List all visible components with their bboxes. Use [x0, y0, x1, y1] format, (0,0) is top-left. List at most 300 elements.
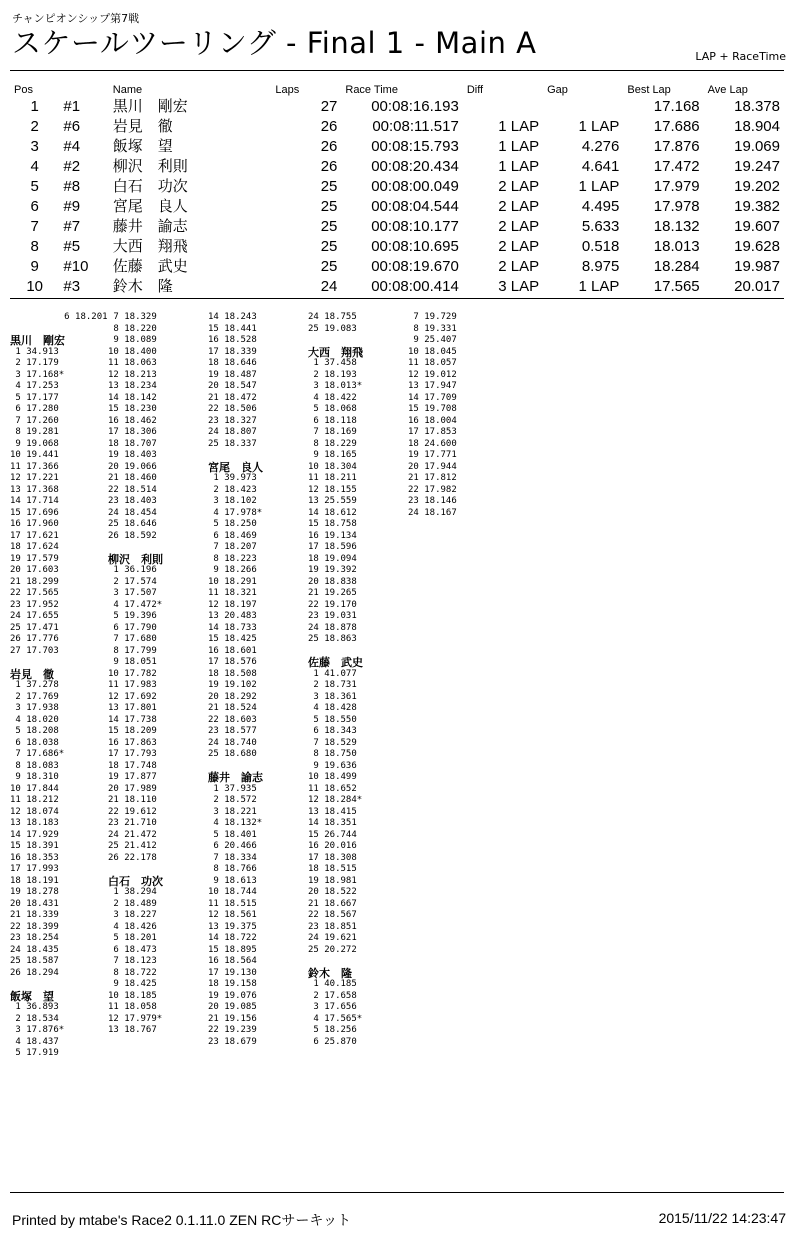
- result-race-time: 00:08:16.193: [371, 98, 459, 115]
- lap-entry: 14 17.714: [10, 496, 59, 506]
- col-gap: Gap: [547, 83, 568, 96]
- lap-entry: 15 18.758: [308, 519, 357, 529]
- result-diff: 1 LAP: [498, 118, 540, 135]
- lap-entry: 11 18.211: [308, 473, 357, 483]
- lap-entry: 15 19.708: [408, 404, 457, 414]
- result-pos: 7: [30, 218, 39, 235]
- result-diff: 2 LAP: [498, 218, 540, 235]
- lap-entry: 15 18.895: [208, 944, 257, 955]
- result-car-number: #7: [63, 218, 81, 235]
- lap-entry: 7 18.334: [208, 852, 257, 863]
- lap-entry: 10 18.400: [108, 346, 157, 357]
- lap-entry: 19 19.102: [208, 680, 257, 690]
- lap-entry: 2 17.574: [108, 576, 157, 587]
- result-ave-lap: 19.628: [734, 238, 780, 255]
- lap-entry: 18 19.094: [308, 553, 357, 564]
- result-pos: 9: [30, 258, 39, 275]
- lap-entry: 19 18.403: [108, 450, 157, 460]
- lap-entry: 6 18.118: [308, 415, 357, 426]
- result-race-time: 00:08:15.793: [371, 138, 459, 155]
- lap-entry: 7 19.729: [408, 312, 457, 322]
- result-gap: 4.495: [581, 198, 620, 215]
- result-best-lap: 17.565: [653, 278, 700, 295]
- lap-entry: 8 18.722: [108, 967, 157, 978]
- lap-entry: 10 17.782: [108, 668, 157, 679]
- lap-entry: 2 17.179: [10, 358, 59, 368]
- lap-entry: 2 18.193: [308, 369, 357, 380]
- lap-entry: 10 18.304: [308, 461, 357, 472]
- lap-entry: 24 18.167: [408, 507, 457, 518]
- lap-entry: 3 18.102: [208, 496, 257, 506]
- lap-entry: 25 18.863: [308, 634, 357, 644]
- lap-driver-name: 白石 功次: [108, 874, 163, 888]
- results-table: [10, 82, 784, 297]
- lap-entry: 7 18.329: [108, 312, 157, 322]
- lap-entry: 9 18.051: [108, 657, 157, 667]
- lap-entry: 15 18.391: [10, 841, 59, 851]
- result-driver-name: 黒川 剛宏: [112, 98, 188, 115]
- lap-entry: 20 18.838: [308, 576, 357, 587]
- result-row: [10, 237, 784, 257]
- lap-entry: 7 18.207: [208, 542, 257, 552]
- lap-entry: 9 18.425: [108, 979, 157, 989]
- lap-entry: 14 17.929: [10, 829, 59, 840]
- lap-entry: 10 18.499: [308, 772, 357, 782]
- lap-column: [108, 312, 163, 1037]
- result-driver-name: 白石 功次: [112, 178, 188, 195]
- result-diff: 3 LAP: [498, 278, 540, 295]
- lap-entry: 5 17.177: [10, 392, 59, 403]
- result-diff: 2 LAP: [498, 238, 540, 255]
- lap-entry: 26 17.776: [10, 634, 59, 644]
- result-pos: 2: [30, 118, 39, 135]
- lap-column: [308, 312, 363, 1048]
- result-best-lap: 18.013: [653, 238, 700, 255]
- lap-entry: 26 22.178: [108, 852, 157, 863]
- result-gap: 4.276: [581, 138, 620, 155]
- lap-entry: 6 20.466: [208, 841, 257, 851]
- result-laps: 25: [320, 218, 338, 235]
- lap-entry: 1 40.185: [308, 979, 357, 989]
- lap-entry: 5 18.068: [308, 404, 357, 414]
- lap-entry: 9 18.089: [108, 335, 157, 345]
- lap-entry: 2 18.534: [10, 1013, 59, 1024]
- lap-driver-name: 柳沢 利則: [108, 552, 163, 566]
- lap-entry: 7 17.260: [10, 415, 59, 426]
- lap-entry: 25 19.083: [308, 323, 357, 334]
- lap-entry: 5 19.396: [108, 611, 157, 621]
- result-ave-lap: 18.904: [734, 118, 780, 135]
- lap-entry: 12 18.155: [308, 484, 357, 495]
- lap-entry: 17 19.130: [208, 967, 257, 978]
- lap-entry: 14 18.733: [208, 622, 257, 633]
- result-race-time: 00:08:11.517: [372, 118, 459, 135]
- lap-entry: 16 19.134: [308, 530, 357, 541]
- lap-entry: 11 18.057: [408, 358, 457, 368]
- lap-entry: 4 18.437: [10, 1036, 59, 1047]
- lap-entry: 12 18.284*: [308, 795, 363, 805]
- result-pos: 6: [30, 198, 39, 215]
- lap-entry: 14 17.738: [108, 714, 157, 725]
- lap-entry: 14 18.722: [208, 933, 257, 943]
- lap-entry: 3 17.168*: [10, 369, 65, 380]
- lap-column: [408, 312, 457, 519]
- lap-entry: 24 18.740: [208, 737, 257, 748]
- result-gap: 5.633: [581, 218, 620, 235]
- lap-entry: 24 18.878: [308, 622, 357, 633]
- lap-entry: 17 18.576: [208, 657, 257, 667]
- lap-entry: 10 18.045: [408, 346, 457, 357]
- result-car-number: #2: [63, 158, 81, 175]
- lap-entry: 18 19.158: [208, 979, 257, 989]
- lap-entry: 20 19.066: [108, 461, 157, 472]
- lap-entry: 22 18.603: [208, 714, 257, 725]
- result-driver-name: 柳沢 利則: [112, 158, 188, 175]
- lap-entry: 14 17.709: [408, 392, 457, 403]
- lap-entry: 24 18.435: [10, 944, 59, 955]
- lap-entry: 27 17.703: [10, 645, 59, 656]
- lap-entry: 18 17.624: [10, 542, 59, 552]
- lap-entry: 23 19.031: [308, 611, 357, 621]
- lap-entry: 24 18.755: [308, 312, 357, 322]
- lap-entry: 23 18.403: [108, 496, 157, 506]
- lap-entry: 18 17.748: [108, 760, 157, 771]
- lap-entry: 18 18.515: [308, 864, 357, 874]
- lap-entry: 22 19.239: [208, 1025, 257, 1035]
- result-laps: 26: [320, 118, 338, 135]
- lap-entry: 21 18.460: [108, 473, 157, 483]
- lap-entry: 19 17.579: [10, 553, 59, 564]
- lap-entry: 8 18.229: [308, 438, 357, 449]
- result-ave-lap: 18.378: [734, 98, 780, 115]
- lap-entry: 16 18.528: [208, 335, 257, 345]
- lap-entry: 22 19.170: [308, 599, 357, 610]
- lap-entry: 25 20.272: [308, 944, 357, 955]
- result-race-time: 00:08:10.695: [371, 238, 459, 255]
- result-gap: 4.641: [581, 158, 620, 175]
- lap-entry: 21 18.299: [10, 576, 59, 587]
- lap-entry: 13 18.234: [108, 381, 157, 391]
- lap-entry: 24 18.807: [208, 427, 257, 437]
- result-best-lap: 17.472: [653, 158, 700, 175]
- results-header-row: [10, 82, 784, 97]
- col-laps: Laps: [275, 83, 300, 96]
- lap-entry: 3 18.361: [308, 691, 357, 702]
- lap-entry: 23 18.327: [208, 415, 257, 426]
- lap-entry: 15 17.696: [10, 507, 59, 518]
- lap-entry: 8 18.083: [10, 760, 59, 771]
- col-diff: Diff: [466, 83, 484, 96]
- lap-entry: 3 17.656: [308, 1002, 357, 1012]
- result-row: [10, 257, 784, 277]
- result-driver-name: 藤井 諭志: [112, 218, 188, 235]
- lap-entry: 5 18.208: [10, 726, 59, 736]
- lap-driver-name: 鈴木 隆: [308, 966, 352, 980]
- lap-driver-name: 宮尾 良人: [208, 460, 263, 474]
- lap-entry: 17 17.793: [108, 749, 157, 759]
- lap-entry: 13 17.801: [108, 703, 157, 713]
- lap-entry: 21 19.156: [208, 1013, 257, 1024]
- lap-entry: 12 17.979*: [108, 1013, 163, 1024]
- lap-entry: 22 17.565: [10, 588, 59, 598]
- lap-entry: 22 18.567: [308, 910, 357, 920]
- lap-entry: 12 18.074: [10, 806, 59, 817]
- result-ave-lap: 19.607: [734, 218, 780, 235]
- lap-entry: 16 18.462: [108, 415, 157, 426]
- lap-driver-name: 藤井 諭志: [208, 771, 263, 784]
- result-best-lap: 18.132: [653, 218, 700, 235]
- lap-entry: 25 21.412: [108, 841, 157, 851]
- lap-entry: 17 17.853: [408, 427, 457, 437]
- result-pos: 1: [30, 98, 39, 115]
- lap-entry: 1 38.294: [108, 887, 157, 897]
- lap-entry: 22 17.982: [408, 484, 457, 495]
- lap-entry: 4 18.428: [308, 703, 357, 713]
- result-car-number: #4: [63, 138, 81, 155]
- lap-entry: 24 19.621: [308, 933, 357, 943]
- lap-entry: 4 17.565*: [308, 1013, 363, 1024]
- lap-entry: 5 18.401: [208, 829, 257, 840]
- result-pos: 3: [30, 138, 39, 155]
- lap-entry: 10 18.291: [208, 576, 257, 587]
- lap-entry: 21 17.812: [408, 473, 457, 483]
- lap-entry: 5 18.250: [208, 519, 257, 529]
- lap-entry: 4 18.020: [10, 714, 59, 725]
- result-driver-name: 飯塚 望: [112, 138, 173, 155]
- result-laps: 26: [320, 138, 338, 155]
- lap-entry: 21 18.472: [208, 392, 257, 403]
- lap-entry: 17 18.596: [308, 542, 357, 552]
- col-pos: Pos: [14, 83, 33, 96]
- lap-entry: 4 18.422: [308, 392, 357, 403]
- lap-entry: 1 34.913: [10, 346, 59, 357]
- lap-driver-name: 黒川 剛宏: [10, 334, 65, 347]
- results-divider: [10, 298, 784, 299]
- lap-entry: 13 18.767: [108, 1025, 157, 1035]
- lap-entry: 5 18.201: [108, 933, 157, 943]
- lap-entry: 2 18.731: [308, 680, 357, 690]
- result-laps: 27: [320, 98, 338, 115]
- lap-entry: 7 18.529: [308, 737, 357, 748]
- lap-entry: 25 18.680: [208, 749, 257, 759]
- lap-entry: 13 18.183: [10, 818, 59, 828]
- lap-entry: 6 18.343: [308, 726, 357, 736]
- lap-entry: 14 18.612: [308, 507, 357, 518]
- result-driver-name: 宮尾 良人: [112, 198, 188, 215]
- lap-entry: 17 17.621: [10, 530, 59, 541]
- lap-entry: 19 18.278: [10, 887, 59, 897]
- lap-entry: 11 18.212: [10, 795, 59, 805]
- lap-entry: 17 17.993: [10, 864, 59, 874]
- lap-entry: 3 18.013*: [308, 381, 363, 391]
- result-best-lap: 17.876: [653, 138, 700, 155]
- lap-entry: 19 17.877: [108, 772, 157, 782]
- lap-entry: 19 18.487: [208, 369, 257, 380]
- lap-entry: 14 18.351: [308, 818, 357, 828]
- lap-entry: 4 18.132*: [208, 818, 263, 828]
- lap-entry: 23 17.952: [10, 599, 59, 610]
- lap-entry: 19 17.771: [408, 450, 457, 460]
- lap-entry: 8 19.331: [408, 323, 457, 334]
- result-row: [10, 97, 784, 117]
- result-ave-lap: 19.382: [734, 198, 780, 215]
- lap-entry: 2 18.423: [208, 484, 257, 495]
- lap-entry: 20 18.547: [208, 381, 257, 391]
- lap-entry: 2 17.658: [308, 990, 357, 1001]
- lap-entry: 20 18.522: [308, 887, 357, 897]
- lap-entry: 9 18.310: [10, 772, 59, 782]
- result-row: [10, 117, 784, 137]
- lap-entry: 11 18.058: [108, 1002, 157, 1012]
- result-row: [10, 277, 784, 297]
- lap-entry: 23 21.710: [108, 818, 157, 828]
- result-row: [10, 157, 784, 177]
- lap-column: [208, 312, 263, 1048]
- result-laps: 25: [320, 178, 338, 195]
- lap-entry: 15 18.209: [108, 726, 157, 736]
- lap-entry: 20 18.431: [10, 898, 59, 909]
- lap-entry: 16 18.601: [208, 645, 257, 656]
- result-diff: 1 LAP: [498, 138, 540, 155]
- lap-entry: 25 17.471: [10, 622, 59, 633]
- lap-entry: 20 17.989: [108, 783, 157, 794]
- result-pos: 5: [30, 178, 39, 195]
- lap-entry: 9 19.068: [10, 438, 59, 449]
- lap-entry: 20 19.085: [208, 1002, 257, 1012]
- footer-divider: [10, 1192, 784, 1193]
- lap-entry: 6 17.280: [10, 404, 59, 414]
- lap-entry: 15 18.425: [208, 634, 257, 644]
- col-num: [59, 82, 108, 97]
- lap-entry: 13 19.375: [208, 921, 257, 932]
- lap-entry: 11 18.063: [108, 358, 157, 368]
- lap-entry: 16 18.353: [10, 852, 59, 863]
- lap-entry: 11 17.983: [108, 680, 157, 690]
- col-ave-lap: Ave Lap: [707, 83, 748, 96]
- lap-entry: 6 18.473: [108, 944, 157, 955]
- lap-entry: 3 18.221: [208, 806, 257, 817]
- lap-entry: 14 18.243: [208, 312, 257, 322]
- result-laps: 25: [320, 238, 338, 255]
- result-car-number: #3: [63, 278, 81, 295]
- lap-entry: 14 18.142: [108, 392, 157, 403]
- lap-entry: 24 17.655: [10, 611, 59, 621]
- result-best-lap: 17.979: [653, 178, 700, 195]
- lap-entry: 13 17.368: [10, 484, 59, 495]
- lap-entry: 7 17.686*: [10, 749, 65, 759]
- result-row: [10, 217, 784, 237]
- lap-entry: 18 18.707: [108, 438, 157, 449]
- lap-entry: 16 20.016: [308, 841, 357, 851]
- lap-entry: 8 18.766: [208, 864, 257, 874]
- lap-driver-name: 岩見 徹: [10, 667, 54, 681]
- result-gap: 1 LAP: [578, 118, 620, 135]
- lap-entry: 12 19.012: [408, 369, 457, 380]
- lap-entry: 4 17.472*: [108, 599, 163, 610]
- lap-entry: 1 37.278: [10, 680, 59, 690]
- result-car-number: #9: [63, 198, 81, 215]
- lap-entry: 16 17.863: [108, 737, 157, 748]
- lap-entry: 5 17.919: [10, 1048, 59, 1058]
- lap-entry: 13 20.483: [208, 611, 257, 621]
- lap-entry: 20 17.603: [10, 565, 59, 575]
- lap-entry: 10 19.441: [10, 450, 59, 460]
- result-gap: [543, 97, 623, 117]
- col-best-lap: Best Lap: [627, 83, 671, 96]
- lap-entry: 7 17.680: [108, 634, 157, 644]
- result-diff: 2 LAP: [498, 178, 540, 195]
- lap-entry: 12 18.561: [208, 910, 257, 920]
- lap-entry: 15 18.441: [208, 323, 257, 334]
- result-race-time: 00:08:10.177: [371, 218, 459, 235]
- lap-entry: 7 18.169: [308, 427, 357, 437]
- lap-entry: 8 18.220: [108, 323, 157, 334]
- lap-entry: 9 18.165: [308, 450, 357, 460]
- lap-entry: 25 18.646: [108, 519, 157, 529]
- lap-entry: 25 18.587: [10, 956, 59, 966]
- lap-entry: 3 18.227: [108, 910, 157, 920]
- result-gap: 1 LAP: [578, 178, 620, 195]
- lap-entry: 2 17.769: [10, 691, 59, 702]
- result-best-lap: 18.284: [653, 258, 700, 275]
- result-car-number: #8: [63, 178, 81, 195]
- result-race-time: 00:08:20.434: [371, 158, 459, 175]
- lap-entry: 23 18.679: [208, 1036, 257, 1047]
- lap-entry: 6 17.790: [108, 622, 157, 633]
- lap-entry: 8 18.223: [208, 553, 257, 564]
- result-gap: 8.975: [581, 258, 620, 275]
- result-laps: 24: [320, 278, 338, 295]
- result-pos: 8: [30, 238, 39, 255]
- result-car-number: #1: [63, 98, 81, 115]
- result-row: [10, 177, 784, 197]
- lap-entry: 3 17.507: [108, 588, 157, 598]
- col-race-time: Race Time: [345, 83, 398, 96]
- lap-entry: 10 18.744: [208, 887, 257, 897]
- result-best-lap: 17.168: [653, 98, 700, 115]
- result-ave-lap: 20.017: [734, 278, 780, 295]
- lap-entry: 21 18.524: [208, 703, 257, 713]
- lap-entry: 6 25.870: [308, 1036, 357, 1047]
- lap-entry: 12 18.213: [108, 369, 157, 380]
- header-divider: [10, 70, 784, 71]
- lap-driver-name: 大西 翔飛: [308, 345, 363, 359]
- lap-entry: 23 18.146: [408, 496, 457, 506]
- lap-entry: 11 17.366: [10, 461, 59, 472]
- result-race-time: 00:08:00.414: [371, 278, 459, 295]
- lap-entry: 21 19.265: [308, 588, 357, 598]
- result-pos: 4: [30, 158, 39, 175]
- lap-entry: 17 18.339: [208, 346, 257, 357]
- result-gap: 1 LAP: [578, 278, 620, 295]
- lap-driver-name: 佐藤 武史: [308, 656, 363, 669]
- lap-entry: 19 19.392: [308, 565, 357, 575]
- lap-driver-name: 飯塚 望: [10, 989, 54, 1003]
- result-ave-lap: 19.247: [734, 158, 780, 175]
- lap-entry: 26 18.294: [10, 967, 59, 978]
- result-race-time: 00:08:04.544: [371, 198, 459, 215]
- lap-entry: 9 19.636: [308, 760, 357, 771]
- lap-entry: 12 18.197: [208, 599, 257, 610]
- lap-entry: 11 18.515: [208, 898, 257, 909]
- lap-entry: 24 18.454: [108, 507, 157, 518]
- lap-entry: 19 19.076: [208, 990, 257, 1001]
- lap-entry: 23 18.254: [10, 933, 59, 943]
- lap-entry: 3 17.938: [10, 703, 59, 713]
- result-best-lap: 17.978: [653, 198, 700, 215]
- lap-entry: 12 17.692: [108, 691, 157, 702]
- lap-entry: 11 18.321: [208, 588, 257, 598]
